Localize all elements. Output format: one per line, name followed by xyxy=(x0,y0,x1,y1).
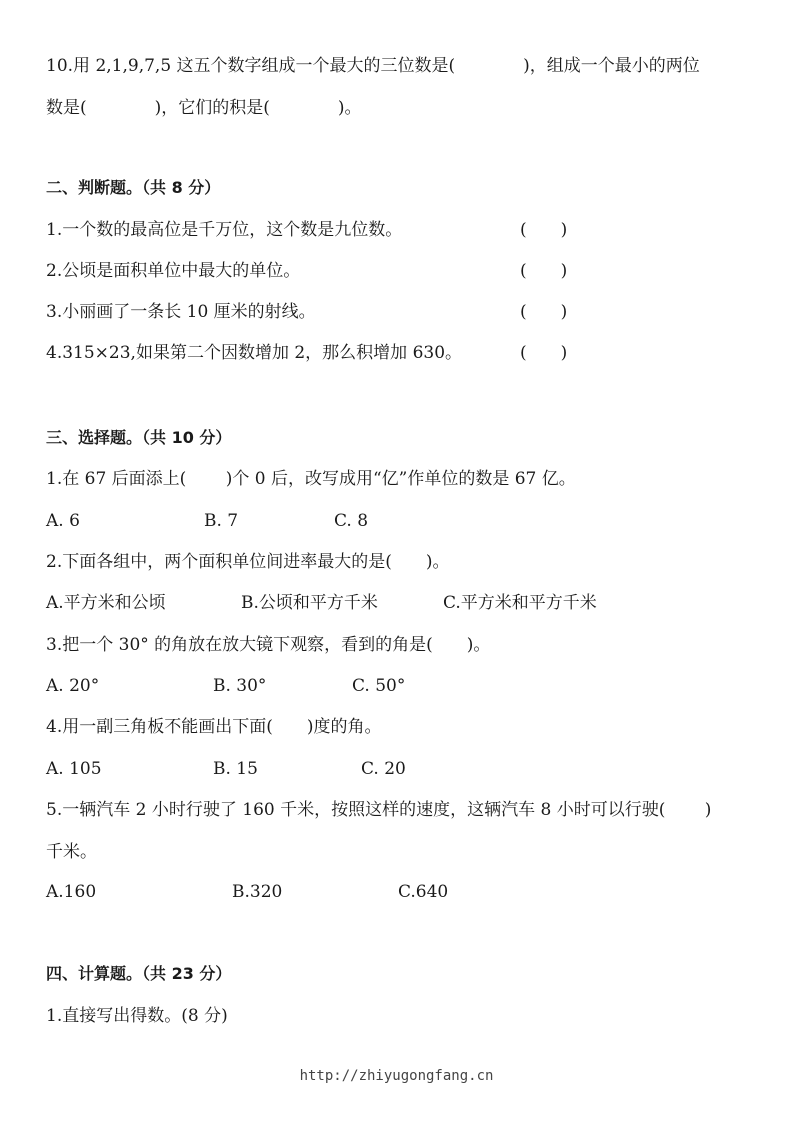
choice-q3-option-a: A. 20° xyxy=(46,676,100,696)
section4-heading: 四、计算题。（共 23 分） xyxy=(46,964,232,983)
choice-q2: 2.下面各组中，两个面积单位间进率最大的是( )。 xyxy=(46,552,450,572)
judge-item-4: 4.315×23,如果第二个因数增加 2，那么积增加 630。 xyxy=(46,343,463,363)
choice-q1-option-a: A. 6 xyxy=(46,511,80,531)
judge-paren-1: ( ) xyxy=(520,220,568,240)
choice-q5-option-a: A.160 xyxy=(46,882,97,902)
choice-q1-option-b: B. 7 xyxy=(204,511,239,531)
choice-q2-option-a: A.平方米和公顷 xyxy=(46,593,166,613)
judge-item-3: 3.小丽画了一条长 10 厘米的射线。 xyxy=(46,302,316,322)
choice-q5-line2: 千米。 xyxy=(46,842,97,862)
choice-q5-line1: 5.一辆汽车 2 小时行驶了 160 千米，按照这样的速度，这辆汽车 8 小时可以行驶( ) xyxy=(46,800,712,820)
choice-q4-option-b: B. 15 xyxy=(213,759,258,779)
choice-q4: 4.用一副三角板不能画出下面( )度的角。 xyxy=(46,717,382,737)
choice-q4-option-c: C. 20 xyxy=(361,759,406,779)
choice-q2-option-b: B.公顷和平方千米 xyxy=(241,593,378,613)
q10-line1: 10.用 2,1,9,7,5 这五个数字组成一个最大的三位数是( )，组成一个最小的两位 xyxy=(46,56,700,76)
choice-q3: 3.把一个 30° 的角放在放大镜下观察，看到的角是( )。 xyxy=(46,635,491,655)
section2-heading: 二、判断题。（共 8 分） xyxy=(46,178,221,197)
judge-item-1: 1.一个数的最高位是千万位，这个数是九位数。 xyxy=(46,220,403,240)
choice-q3-option-c: C. 50° xyxy=(352,676,406,696)
judge-paren-2: ( ) xyxy=(520,261,568,281)
choice-q4-option-a: A. 105 xyxy=(46,759,102,779)
choice-q1: 1.在 67 后面添上( )个 0 后，改写成用“亿”作单位的数是 67 亿。 xyxy=(46,469,576,489)
choice-q1-option-c: C. 8 xyxy=(334,511,369,531)
choice-q5-option-c: C.640 xyxy=(398,882,449,902)
judge-paren-4: ( ) xyxy=(520,343,568,363)
choice-q2-option-c: C.平方米和平方千米 xyxy=(443,593,597,613)
choice-q5-option-b: B.320 xyxy=(232,882,283,902)
q10-line2: 数是( )，它们的积是( )。 xyxy=(46,98,362,118)
calc-q1: 1.直接写出得数。(8 分) xyxy=(46,1006,228,1026)
section3-heading: 三、选择题。（共 10 分） xyxy=(46,428,232,447)
footer-url: http://zhiyugongfang.cn xyxy=(299,1068,494,1084)
judge-paren-3: ( ) xyxy=(520,302,568,322)
choice-q3-option-b: B. 30° xyxy=(213,676,267,696)
judge-item-2: 2.公顷是面积单位中最大的单位。 xyxy=(46,261,301,281)
